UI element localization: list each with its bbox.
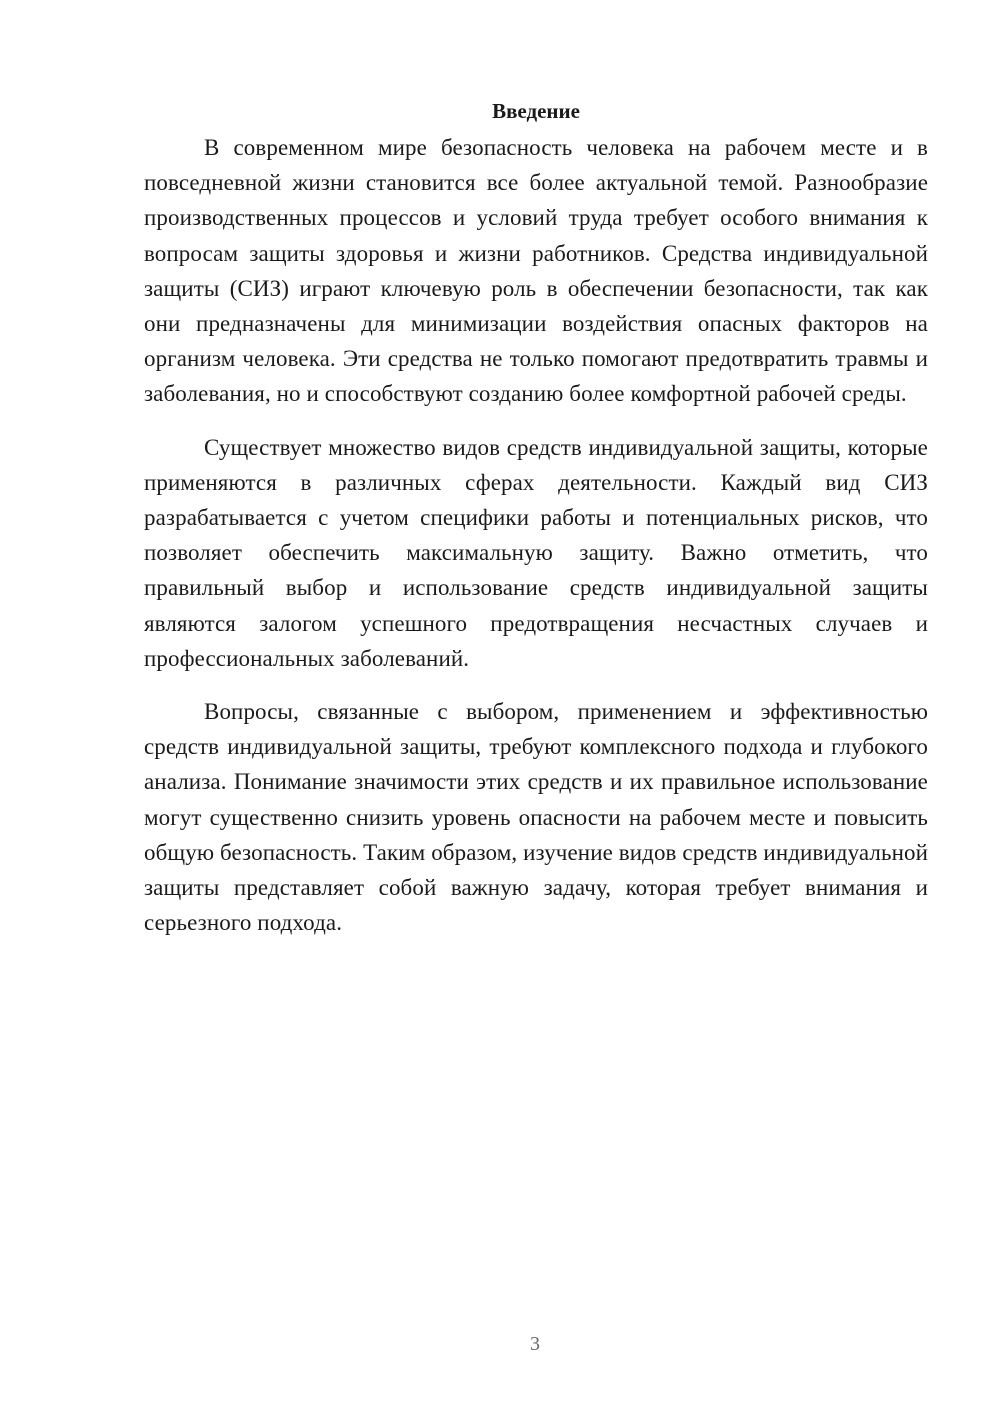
paragraph-1: В современном мире безопасность человека на рабочем месте и в повседневной жизни становится все более актуальной темой. Разнообразие производственных процессов и условий труда требует особого внимания к вопросам защиты здоровья и жизни работников. Средства индивидуальной защиты (СИЗ) играют ключевую роль в обеспечении безопасности, так как они предназначены для минимизации воздействия опасных факторов на организм человека. Эти средства не только помогают предотвратить травмы и заболевания, но и способствуют созданию более комфортной рабочей среды. [144,135,928,407]
paragraph-2: Существует множество видов средств индивидуальной защиты, которые применяются в различных сферах деятельности. Каждый вид СИЗ разрабатывается с учетом специфики работы и потенциальных рисков, что позволяет обеспечить максимальную защиту. Важно отметить, что правильный выбор и использование средств индивидуальной защиты являются залогом успешного предотвращения несчастных случаев и профессиональных заболеваний. [144,434,928,671]
page-content [144,94,928,958]
page-number: 3 [530,1333,540,1355]
section-title: Введение [492,99,580,123]
paragraph-3: Вопросы, связанные с выбором, применением и эффективностью средств индивидуальной защиты, требуют комплексного подхода и глубокого анализа. Понимание значимости этих средств и их правильное использование могут существенно снизить уровень опасности на рабочем месте и повысить общую безопасность. Таким образом, изучение видов средств индивидуальной защиты представляет собой важную задачу, которая требует внимания и серьезного подхода. [144,699,928,936]
